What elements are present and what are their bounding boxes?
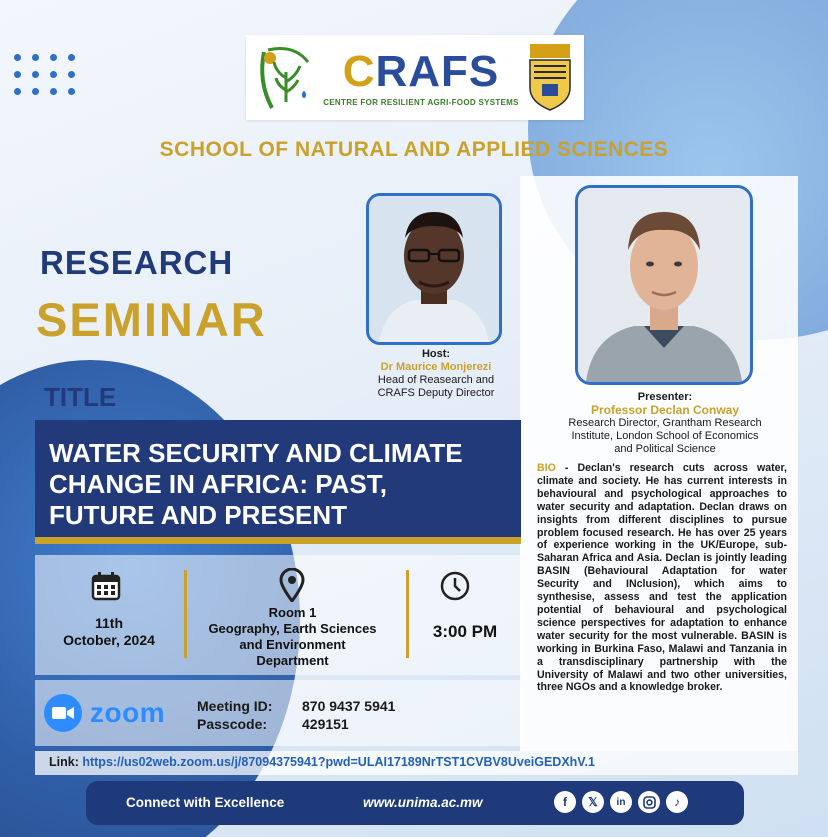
passcode-label: Passcode: [197, 716, 268, 732]
presenter-role: Presenter: [637, 391, 693, 403]
passcode-value: 429151 [302, 716, 349, 732]
crafs-emblem-icon [254, 42, 318, 114]
event-date [44, 615, 174, 649]
social-icons [554, 791, 688, 813]
seminar-title-line1: WATER SECURITY AND CLIMATE [49, 438, 463, 468]
instagram-icon[interactable] [638, 791, 660, 813]
seminar-title-box [35, 420, 521, 544]
bio-label: BIO [537, 462, 556, 474]
decorative-dots [14, 54, 76, 95]
presenter-bio [537, 462, 787, 694]
footer-tagline: Connect with Excellence [126, 795, 285, 810]
divider-1 [184, 570, 187, 658]
zoom-wordmark: zoom [90, 697, 166, 728]
event-type-seminar: SEMINAR [36, 293, 267, 346]
host-name: Dr Maurice Monjerezi [380, 361, 492, 373]
clock-icon [439, 570, 471, 607]
zoom-camera-icon [44, 694, 82, 732]
meeting-link-row [35, 751, 798, 775]
seminar-title-line3: FUTURE AND PRESENT [49, 500, 348, 530]
host-caption [346, 348, 526, 400]
footer-bar [86, 781, 744, 825]
event-location-line3: Department [256, 653, 329, 668]
event-location-line1: Geography, Earth Sciences [208, 621, 377, 636]
tiktok-icon[interactable]: ♪ [666, 791, 688, 813]
facebook-icon[interactable]: f [554, 791, 576, 813]
event-location [190, 605, 395, 669]
host-position-line1: Head of Reasearch and [377, 374, 495, 386]
title-label: TITLE [44, 382, 117, 412]
event-time: 3:00 PM [432, 622, 498, 641]
presenter-position-line3: and Political Science [614, 443, 716, 455]
seminar-title-line2: CHANGE IN AFRICA: PAST, [49, 469, 387, 499]
presenter-caption [540, 391, 790, 456]
event-location-line2: and Environment [239, 637, 346, 652]
crafs-logo-banner [246, 35, 584, 120]
presenter-photo [575, 185, 753, 385]
host-position-line2: CRAFS Deputy Director [377, 387, 495, 399]
event-room: Room 1 [268, 605, 317, 620]
link-label: Link: [49, 755, 79, 769]
presenter-position-line2: Institute, London School of Economics [571, 430, 759, 442]
event-date-day: 11th [94, 615, 123, 631]
university-crest-icon [524, 40, 576, 116]
meeting-link[interactable]: https://us02web.zoom.us/j/87094375941?pwd=ULAI17189NrTST1CVBV8UveiGEDXhV.1 [82, 755, 595, 769]
crafs-wordmark: CRAFS [342, 47, 500, 96]
footer-website-link[interactable]: www.unima.ac.mw [363, 795, 483, 810]
crafs-subtitle: CENTRE FOR RESILIENT AGRI-FOOD SYSTEMS [323, 98, 519, 107]
linkedin-icon[interactable]: in [610, 791, 632, 813]
x-icon[interactable]: 𝕏 [582, 791, 604, 813]
event-type-research: RESEARCH [40, 244, 234, 281]
bio-text: - Declan's research cuts across water, climate and society. He has current interests in behavioural and psychological approaches to water security and adaptation. Declan draws on insights from different disciplines to pursue problem focused research. He has over 25 years of experience working in the UK/Europe, sub-Saharan Africa and Asia. Declan is jointly leading BASIN (Behavioural Adaptation for water Security and INclusion), which aims to synthesise, assess and test the application potential of behavioural and psychological science perspectives for adaptation to enhance water security for the most vulnerable. BASIN is working in Burkina Faso, Malawi and Tanzania in a transdisciplinary partnership with the University of Malawi and two other universities, three NGOs and a knowledge broker. [537, 462, 787, 694]
calendar-icon [90, 570, 122, 607]
divider-2 [406, 570, 409, 658]
presenter-name: Professor Declan Conway [590, 403, 740, 417]
meeting-credentials [197, 697, 395, 733]
school-heading: SCHOOL OF NATURAL AND APPLIED SCIENCES [159, 138, 669, 161]
host-photo [366, 193, 502, 345]
presenter-position-line1: Research Director, Grantham Research [568, 417, 762, 429]
meeting-id-value: 870 9437 5941 [302, 698, 396, 714]
meeting-id-label: Meeting ID: [197, 698, 273, 714]
event-date-month-year: October, 2024 [63, 632, 155, 648]
host-role: Host: [421, 348, 451, 360]
location-pin-icon [279, 568, 305, 607]
